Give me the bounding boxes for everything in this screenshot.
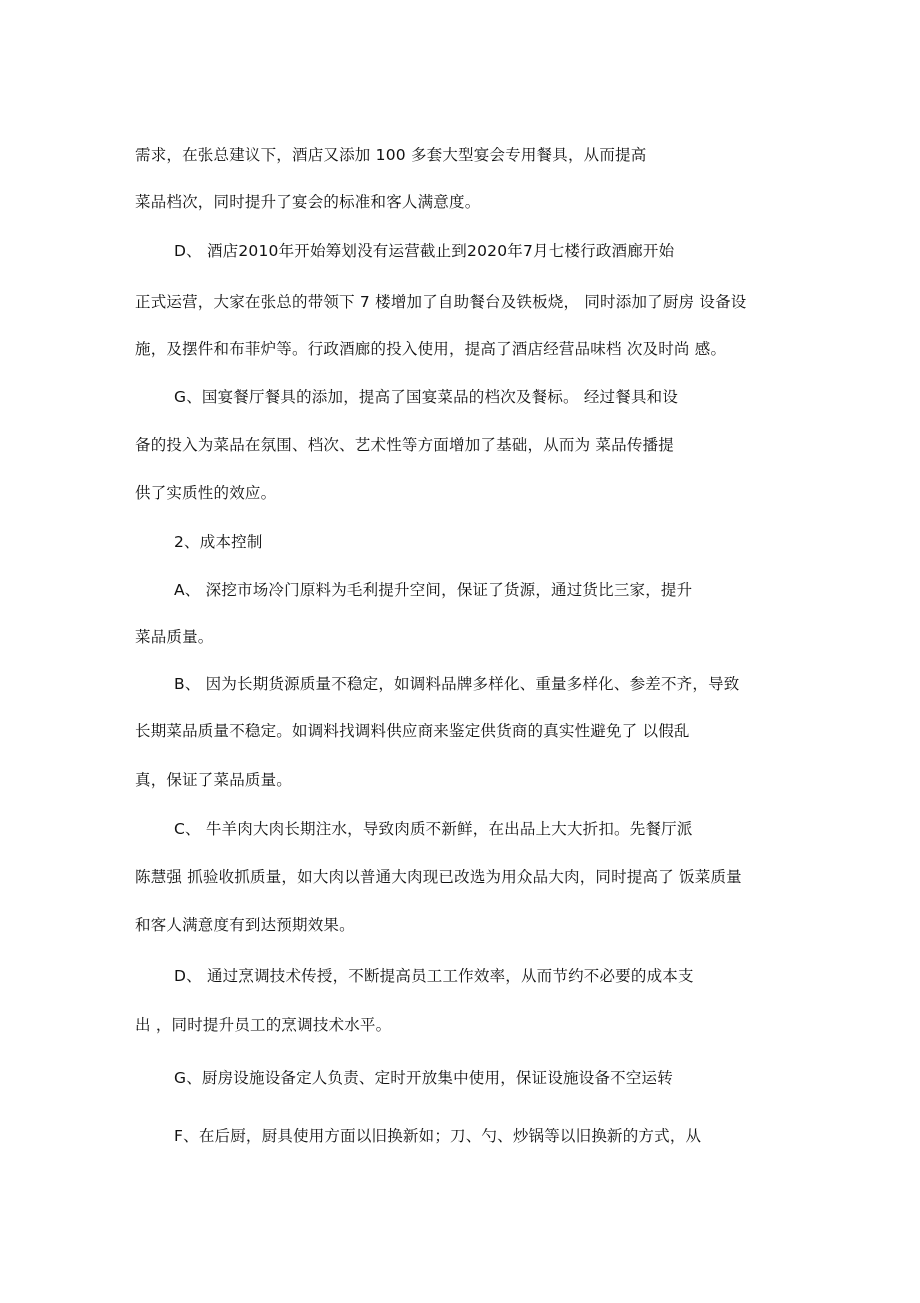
text-line: B、 因为长期货源质量不稳定，如调料品牌多样化、重量多样化、参差不齐，导致 bbox=[174, 675, 740, 693]
text-line: A、 深挖市场冷门原料为毛利提升空间，保证了货源，通过货比三家，提升 bbox=[174, 581, 693, 599]
text-line: D、 通过烹调技术传授，不断提高员工工作效率，从而节约不必要的成本支 bbox=[174, 967, 694, 985]
text-line: 陈慧强 抓验收抓质量，如大肉以普通大肉现已改选为用众品大肉，同时提高了 饭菜质量 bbox=[135, 868, 742, 886]
text-line: C、 牛羊肉大肉长期注水，导致肉质不新鲜，在出品上大大折扣。先餐厅派 bbox=[174, 820, 693, 838]
text-line: D、 酒店2010年开始筹划没有运营截止到2020年7月七楼行政酒廊开始 bbox=[174, 242, 675, 260]
text-line: 备的投入为菜品在氛围、档次、艺术性等方面增加了基础，从而为 菜品传播提 bbox=[135, 436, 674, 454]
text-line: 菜品档次，同时提升了宴会的标准和客人满意度。 bbox=[135, 193, 481, 211]
text-line: 菜品质量。 bbox=[135, 628, 214, 646]
text-line: 正式运营，大家在张总的带领下 7 楼增加了自助餐台及铁板烧， 同时添加了厨房 设备设 bbox=[135, 293, 747, 311]
text-line: G、厨房设施设备定人负责、定时开放集中使用，保证设施设备不空运转 bbox=[174, 1069, 673, 1087]
section-heading: 2、成本控制 bbox=[174, 533, 263, 551]
text-line: F、在后厨，厨具使用方面以旧换新如；刀、勺、炒锅等以旧换新的方式，从 bbox=[174, 1127, 702, 1145]
text-line: 真，保证了菜品质量。 bbox=[135, 771, 293, 789]
text-line: 供了实质性的效应。 bbox=[135, 484, 277, 502]
text-line: G、国宴餐厅餐具的添加，提高了国宴菜品的档次及餐标。 经过餐具和设 bbox=[174, 388, 679, 406]
text-line: 出 ，同时提升员工的烹调技术水平。 bbox=[135, 1016, 392, 1034]
text-line: 施，及摆件和布菲炉等。行政酒廊的投入使用，提高了酒店经营品味档 次及时尚 感。 bbox=[135, 340, 727, 358]
text-line: 和客人满意度有到达预期效果。 bbox=[135, 916, 355, 934]
text-line: 需求，在张总建议下，酒店又添加 100 多套大型宴会专用餐具，从而提高 bbox=[135, 146, 647, 164]
text-line: 长期菜品质量不稳定。如调料找调料供应商来鉴定供货商的真实性避免了 以假乱 bbox=[135, 722, 690, 740]
